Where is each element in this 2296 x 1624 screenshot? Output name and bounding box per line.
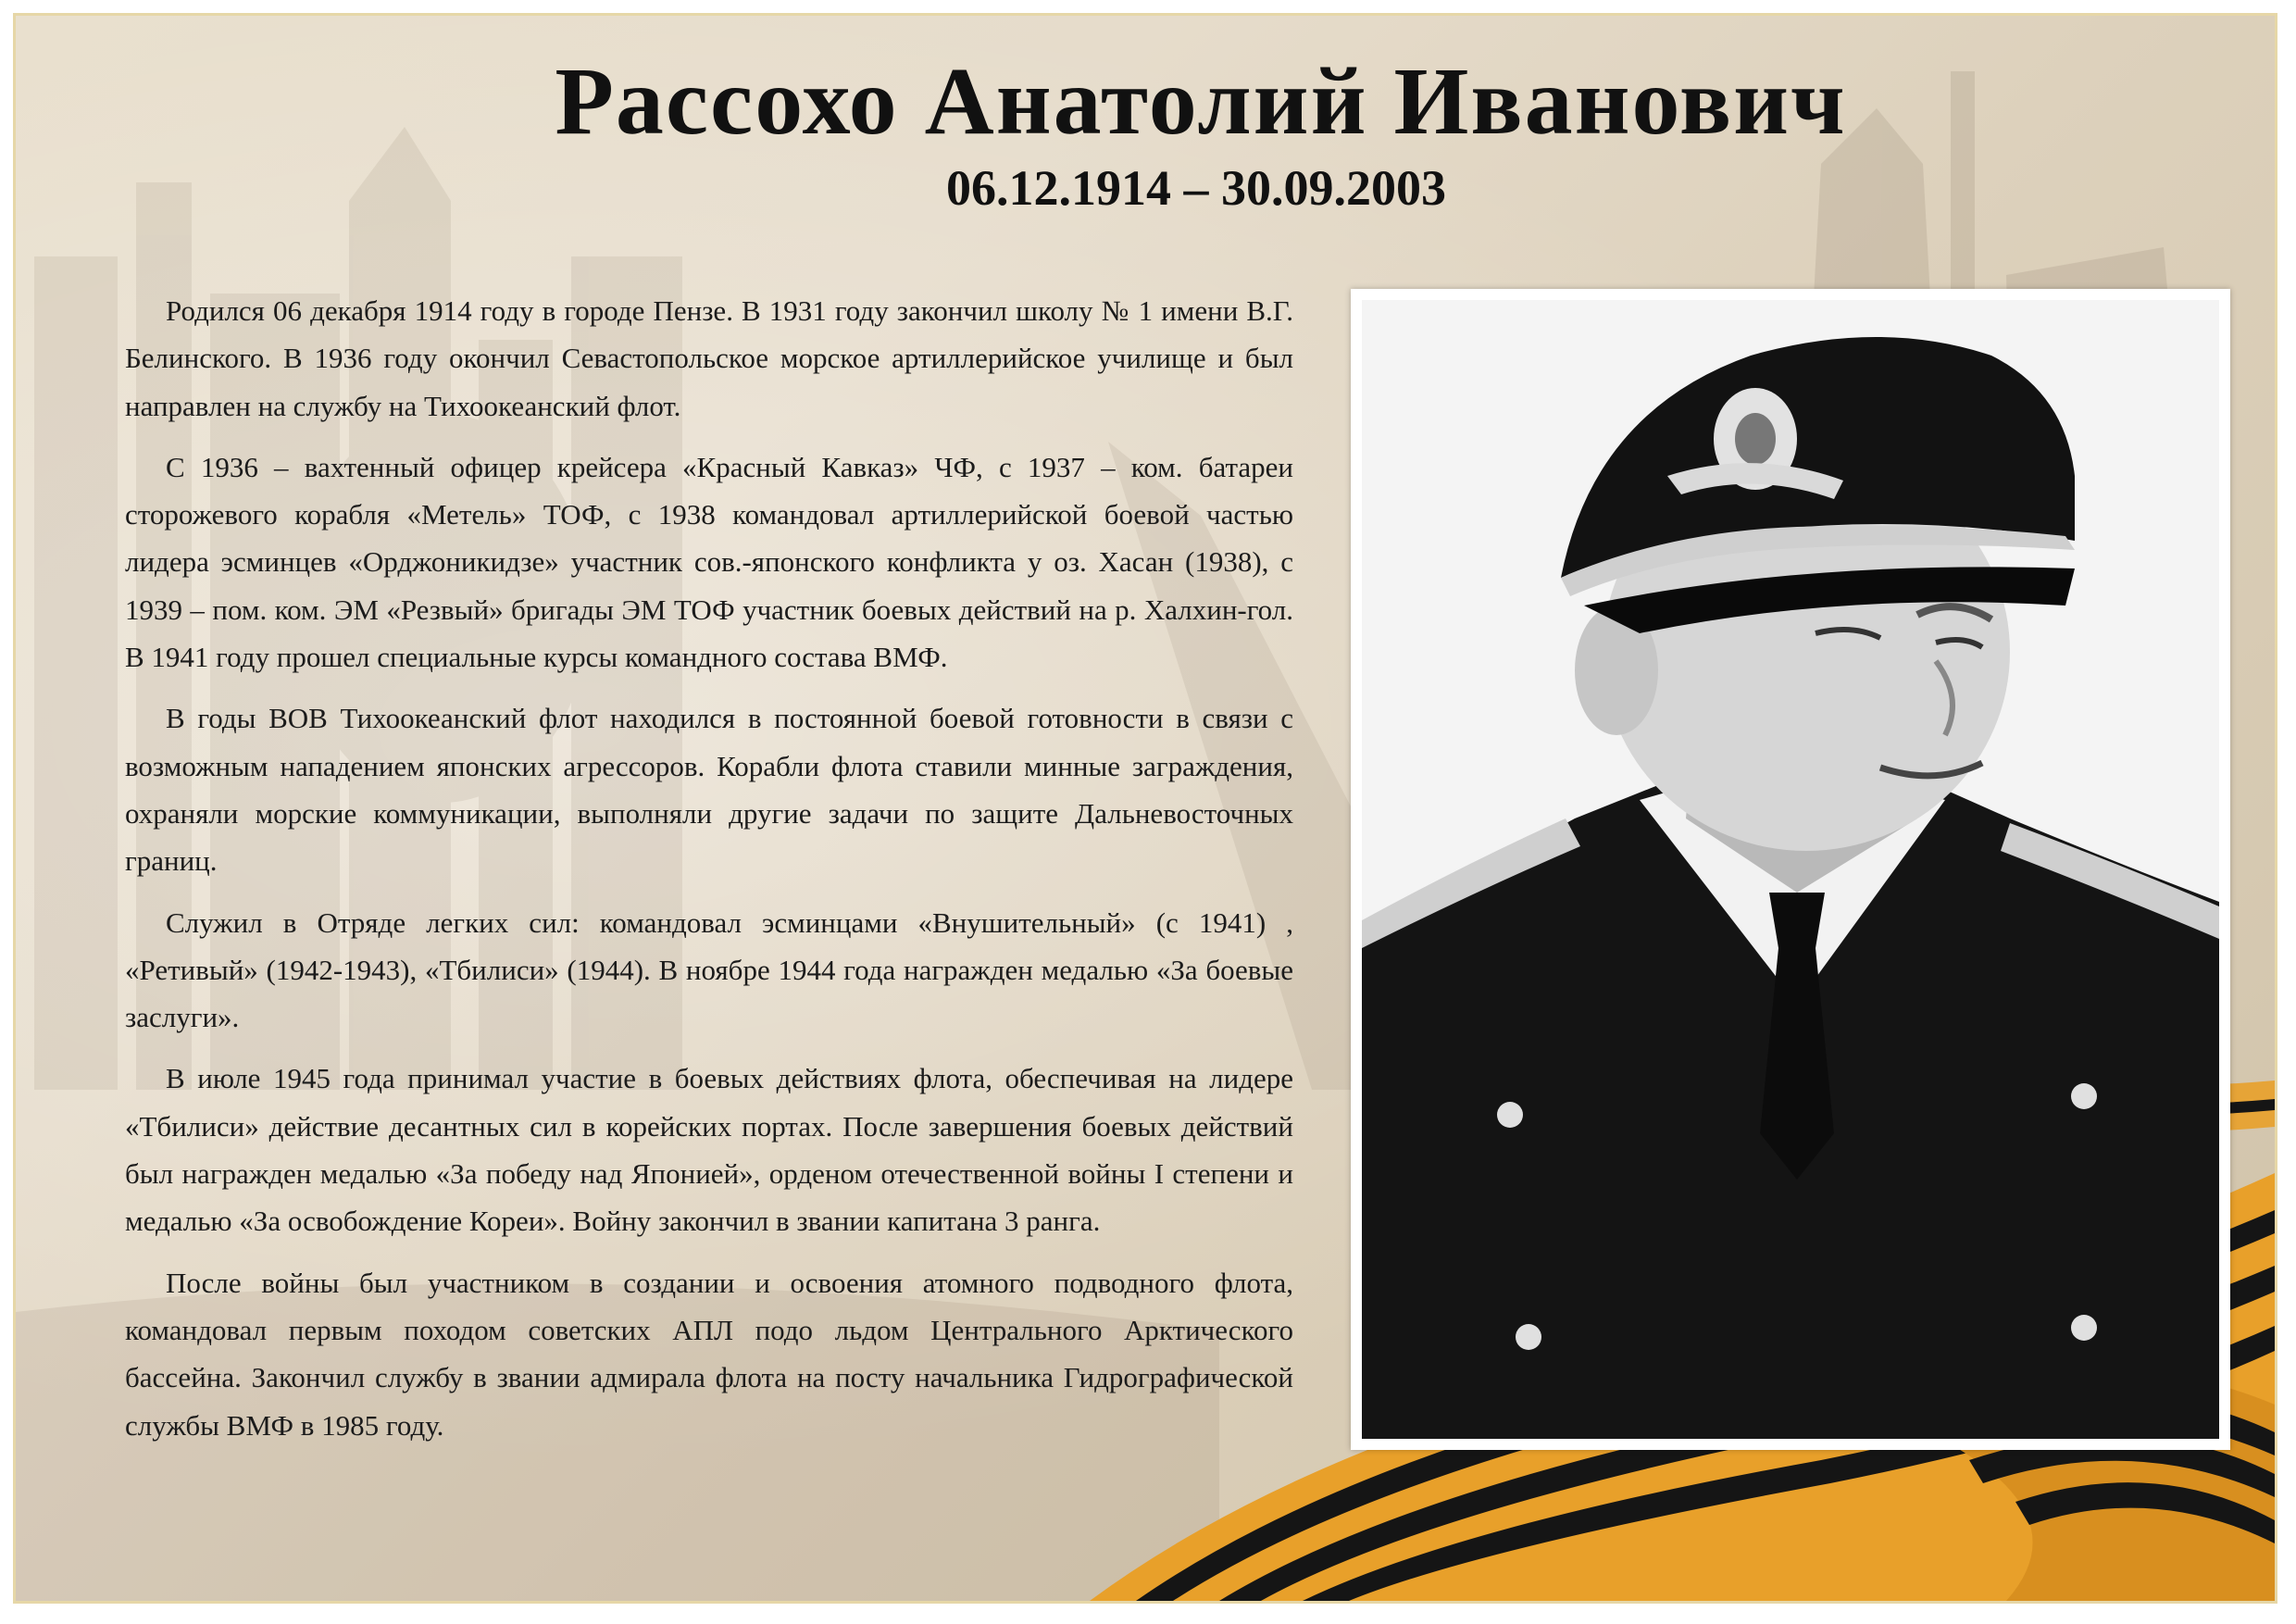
person-name: Рассохо Анатолий Иванович — [555, 48, 1847, 155]
bio-paragraph: После войны был участником в создании и освоения атомного подводного флота, командовал первым походом советских АПЛ подо льдом Центрального Арктического бассейна. Закончил службу в звании адмирала флота на посту начальника Гидрографической службы ВМФ в 1985 году. — [125, 1266, 1293, 1442]
bio-paragraph: Служил в Отряде легких сил: командовал эсминцами «Внушительный» (с 1941) , «Ретивый» (1942-1943), «Тбилиси» (1944). В ноябре 1944 года награжден медалью «За боевые заслуги». — [125, 906, 1293, 1034]
bio-paragraph: В годы ВОВ Тихоокеанский флот находился в постоянной боевой готовности в связи с возможным нападением японских агрессоров. Корабли флота ставили минные заграждения, охраняли морские коммуникации, выполняли другие задачи по защите Дальневосточных границ. — [125, 702, 1293, 878]
bio-paragraph: В июле 1945 года принимал участие в боевых действиях флота, обеспечивая на лидере «Тбилиси» действие десантных сил в корейских портах. После завершения боевых действий был награжден медалью «За победу над Японией», орденом отечественной войны I степени и медалью «За освобождение Кореи». Войну закончил в звании капитана 3 ранга. — [125, 1062, 1293, 1238]
portrait-frame — [1351, 289, 2230, 1450]
portrait-photo — [1362, 300, 2219, 1439]
poster-frame — [13, 13, 2277, 1604]
biography-text — [125, 287, 1293, 1463]
bio-paragraph: Родился 06 декабря 1914 году в городе Пензе. В 1931 году закончил школу № 1 имени В.Г. Белинского. В 1936 году окончил Севастопольское морское артиллерийское училище и был направлен на службу на Тихоокеанский флот. — [125, 294, 1293, 422]
title-block — [16, 48, 2275, 217]
life-dates: 06.12.1914 – 30.09.2003 — [946, 160, 1446, 217]
portrait-illustration — [1362, 300, 2219, 1439]
bio-paragraph: С 1936 – вахтенный офицер крейсера «Красный Кавказ» ЧФ, с 1937 – ком. батареи сторожевого корабля «Метель» ТОФ, с 1938 командовал артиллерийской боевой частью лидера эсминцев «Орджоникидзе» участник сов.-японского конфликта у оз. Хасан (1938), с 1939 – пом. ком. ЭМ «Резвый» бригады ЭМ ТОФ участник боевых действий на р. Халхин-гол. В 1941 году прошел специальные курсы командного состава ВМФ. — [125, 450, 1293, 674]
